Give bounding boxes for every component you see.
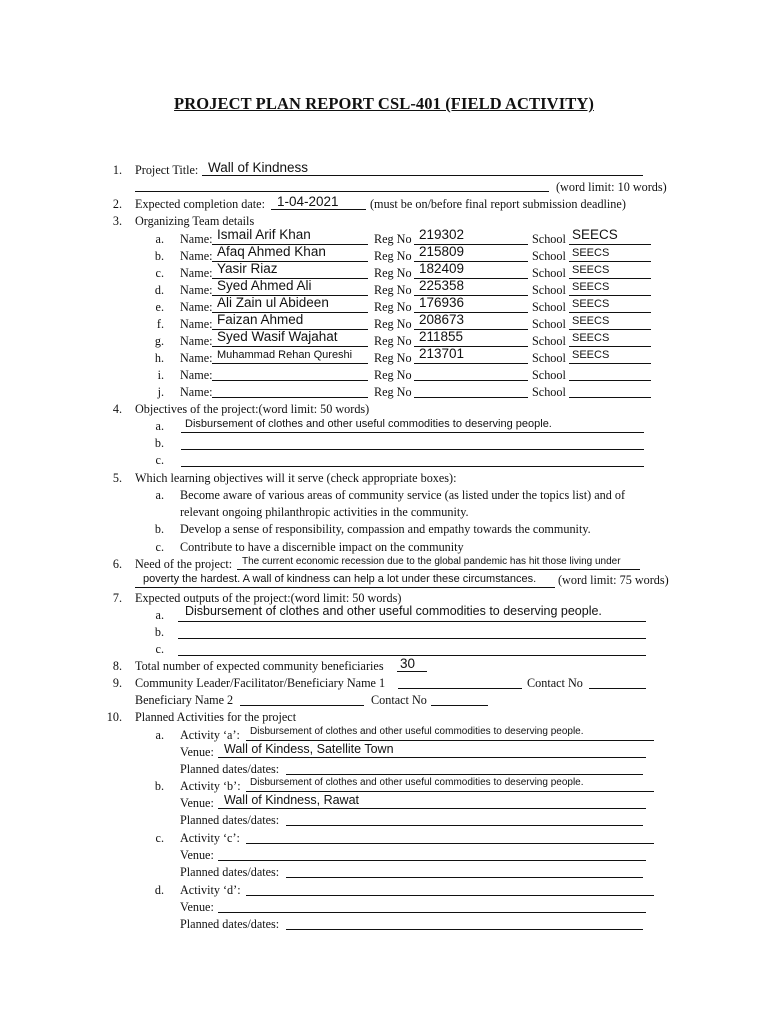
beneficiary-2-contact-underline[interactable] [431, 705, 488, 706]
activity-label: Activity ‘c’: [180, 831, 240, 845]
beneficiary-2-label: Beneficiary Name 2 [135, 693, 234, 707]
planned-dates-label: Planned dates/dates: [180, 917, 280, 931]
activity-letter: b. [154, 779, 164, 793]
member-reg-underline [414, 363, 528, 364]
venue-label: Venue: [180, 745, 214, 759]
member-letter: b. [154, 249, 164, 263]
member-school-label: School [532, 317, 566, 331]
activity-letter: c. [155, 831, 164, 845]
completion-date-note: (must be on/before final report submission deadline) [370, 197, 626, 211]
output-b-underline[interactable] [178, 638, 646, 639]
item-number-5: 5. [112, 471, 122, 485]
learning-heading: Which learning objectives will it serve (check appropriate boxes): [135, 471, 457, 485]
objective-a-underline [181, 432, 644, 433]
completion-date-underline [271, 209, 366, 210]
project-title-underline [202, 175, 643, 176]
member-school-underline [569, 380, 651, 381]
member-name-label: Name: [180, 351, 213, 365]
objectives-heading: Objectives of the project:(word limit: 50 words) [135, 402, 370, 416]
beneficiary-2-contact-label: Contact No [371, 693, 427, 707]
member-name-underline [212, 397, 368, 398]
member-reg-label: Reg No [374, 351, 412, 365]
member-letter: f. [156, 317, 164, 331]
leader-name-underline[interactable] [398, 688, 522, 689]
planned-dates-underline[interactable] [286, 929, 643, 930]
learning-c-letter: c. [155, 540, 164, 554]
leader-label: Community Leader/Facilitator/Beneficiary Name 1 [135, 676, 386, 690]
output-b-letter: b. [154, 625, 164, 639]
member-name-value[interactable]: Muhammad Rehan Qureshi [217, 349, 353, 361]
need-word-limit: (word limit: 75 words) [558, 573, 669, 587]
activity-underline[interactable] [246, 895, 654, 896]
member-school-underline [569, 244, 651, 245]
activity-label: Activity ‘d’: [180, 883, 241, 897]
venue-value[interactable]: Wall of Kindness, Rawat [224, 793, 360, 807]
venue-underline[interactable] [218, 808, 646, 809]
member-school-label: School [532, 300, 566, 314]
completion-date-value[interactable]: 1-04-2021 [277, 194, 339, 209]
item-number-10: 10. [106, 710, 122, 724]
member-name-label: Name: [180, 249, 213, 263]
member-school-value[interactable]: SEECS [572, 298, 610, 310]
item-number-6: 6. [112, 557, 122, 571]
objective-b-letter: b. [154, 436, 164, 450]
member-school-label: School [532, 283, 566, 297]
member-school-underline [569, 261, 651, 262]
leader-contact-underline[interactable] [589, 688, 646, 689]
member-name-label: Name: [180, 283, 213, 297]
member-school-label: School [532, 266, 566, 280]
member-school-underline [569, 329, 651, 330]
member-reg-value[interactable]: 182409 [419, 261, 465, 276]
member-name-label: Name: [180, 368, 213, 382]
member-reg-label: Reg No [374, 249, 412, 263]
member-letter: e. [155, 300, 164, 314]
venue-label: Venue: [180, 848, 214, 862]
member-reg-label: Reg No [374, 385, 412, 399]
member-letter: g. [154, 334, 164, 348]
output-a-underline [178, 621, 646, 622]
member-reg-label: Reg No [374, 317, 412, 331]
venue-value[interactable]: Wall of Kindess, Satellite Town [224, 742, 394, 756]
member-school-label: School [532, 249, 566, 263]
learning-b-letter: b. [154, 522, 164, 536]
activity-underline[interactable] [246, 740, 654, 741]
item-number-1: 1. [112, 163, 122, 177]
member-name-value[interactable]: Afaq Ahmed Khan [217, 244, 326, 259]
activity-underline[interactable] [246, 791, 654, 792]
member-school-value[interactable]: SEECS [572, 227, 618, 242]
member-school-value[interactable]: SEECS [572, 264, 610, 276]
objective-c-underline[interactable] [181, 466, 644, 467]
member-reg-underline [414, 397, 528, 398]
project-title-label: Project Title: [135, 163, 199, 177]
planned-dates-label: Planned dates/dates: [180, 762, 280, 776]
member-name-value[interactable]: Ismail Arif Khan [217, 227, 311, 242]
member-school-label: School [532, 232, 566, 246]
objective-c-letter: c. [155, 453, 164, 467]
team-heading: Organizing Team details [135, 214, 255, 228]
member-reg-label: Reg No [374, 232, 412, 246]
planned-dates-underline[interactable] [286, 774, 643, 775]
member-name-label: Name: [180, 266, 213, 280]
member-letter: i. [157, 368, 164, 382]
member-school-label: School [532, 385, 566, 399]
member-reg-label: Reg No [374, 334, 412, 348]
activity-label: Activity ‘a’: [180, 728, 240, 742]
member-reg-value[interactable]: 176936 [419, 295, 465, 310]
venue-label: Venue: [180, 796, 214, 810]
member-reg-value[interactable]: 208673 [419, 312, 465, 327]
member-school-label: School [532, 351, 566, 365]
member-school-label: School [532, 334, 566, 348]
output-a-value[interactable]: Disbursement of clothes and other useful commodities to deserving people. [185, 604, 602, 618]
output-c-letter: c. [155, 642, 164, 656]
member-reg-label: Reg No [374, 266, 412, 280]
activity-underline[interactable] [246, 843, 654, 844]
member-name-label: Name: [180, 232, 213, 246]
member-school-value[interactable]: SEECS [572, 332, 610, 344]
activity-value[interactable]: Disbursement of clothes and other useful commodities to deserving people. [250, 726, 584, 737]
beneficiary-2-underline[interactable] [240, 705, 364, 706]
member-reg-value[interactable]: 211855 [419, 329, 464, 344]
venue-label: Venue: [180, 900, 214, 914]
member-reg-underline [414, 380, 528, 381]
member-name-label: Name: [180, 317, 213, 331]
need-underline-1 [237, 569, 640, 570]
venue-underline[interactable] [218, 757, 646, 758]
member-name-label: Name: [180, 300, 213, 314]
project-title-underline-2 [135, 191, 549, 192]
member-name-label: Name: [180, 334, 213, 348]
activity-value[interactable]: Disbursement of clothes and other useful commodities to deserving people. [250, 777, 584, 788]
objective-a-value[interactable]: Disbursement of clothes and other useful commodities to deserving people. [185, 418, 552, 430]
planned-dates-underline[interactable] [286, 825, 643, 826]
item-number-3: 3. [112, 214, 122, 228]
planned-dates-underline[interactable] [286, 877, 643, 878]
beneficiaries-label: Total number of expected community beneficiaries [135, 659, 384, 673]
member-name-underline [212, 380, 368, 381]
learning-a-line1: Become aware of various areas of community service (as listed under the topics list) and of [180, 488, 626, 502]
member-name-underline [212, 346, 368, 347]
member-reg-label: Reg No [374, 300, 412, 314]
objective-b-underline[interactable] [181, 449, 644, 450]
need-line-2[interactable]: poverty the hardest. A wall of kindness can help a lot under these circumstances. [143, 573, 537, 585]
output-a-letter: a. [155, 608, 164, 622]
activity-label: Activity ‘b’: [180, 779, 241, 793]
learning-b-text: Develop a sense of responsibility, compassion and empathy towards the community. [180, 522, 591, 536]
learning-a-line2: relevant ongoing philanthropic activities in the community. [180, 505, 469, 519]
member-reg-label: Reg No [374, 283, 412, 297]
learning-a-letter: a. [155, 488, 164, 502]
beneficiaries-value[interactable]: 30 [400, 656, 416, 671]
member-letter: a. [155, 232, 164, 246]
member-school-underline [569, 295, 651, 296]
member-letter: h. [154, 351, 164, 365]
planned-dates-label: Planned dates/dates: [180, 813, 280, 827]
member-school-underline [569, 278, 651, 279]
member-reg-value[interactable]: 215809 [419, 244, 465, 259]
member-school-value[interactable]: SEECS [572, 247, 610, 259]
need-label: Need of the project: [135, 557, 233, 571]
member-name-value[interactable]: Faizan Ahmed [217, 312, 304, 327]
activities-heading: Planned Activities for the project [135, 710, 297, 724]
member-letter: j. [157, 385, 164, 399]
member-school-value[interactable]: SEECS [572, 281, 610, 293]
venue-underline[interactable] [218, 860, 646, 861]
member-reg-value[interactable]: 219302 [419, 227, 465, 242]
item-number-4: 4. [112, 402, 122, 416]
item-number-2: 2. [112, 197, 122, 211]
item-number-7: 7. [112, 591, 122, 605]
member-school-label: School [532, 368, 566, 382]
need-line-1[interactable]: The current economic recession due to the global pandemic has hit those living under [242, 556, 621, 567]
leader-contact-label: Contact No [527, 676, 583, 690]
venue-underline[interactable] [218, 912, 646, 913]
need-underline-2 [135, 587, 555, 588]
beneficiaries-underline [397, 671, 427, 672]
completion-date-label: Expected completion date: [135, 197, 265, 211]
project-title-value[interactable]: Wall of Kindness [208, 160, 309, 175]
member-name-value[interactable]: Ali Zain ul Abideen [217, 295, 329, 310]
member-reg-label: Reg No [374, 368, 412, 382]
member-letter: c. [155, 266, 164, 280]
activity-letter: d. [154, 883, 164, 897]
member-name-label: Name: [180, 385, 213, 399]
word-limit-note: (word limit: 10 words) [556, 180, 667, 194]
member-school-value[interactable]: SEECS [572, 349, 610, 361]
member-letter: d. [154, 283, 164, 297]
planned-dates-label: Planned dates/dates: [180, 865, 280, 879]
outputs-heading: Expected outputs of the project:(word limit: 50 words) [135, 591, 402, 605]
member-name-underline [212, 363, 368, 364]
member-school-underline [569, 312, 651, 313]
page-title: PROJECT PLAN REPORT CSL-401 (FIELD ACTIVITY) [174, 94, 594, 113]
item-number-8: 8. [112, 659, 122, 673]
item-number-9: 9. [112, 676, 122, 690]
member-name-value[interactable]: Syed Ahmed Ali [217, 278, 312, 293]
member-school-underline [569, 397, 651, 398]
learning-c-text: Contribute to have a discernible impact on the community [180, 540, 464, 554]
activity-letter: a. [155, 728, 164, 742]
member-name-value[interactable]: Syed Wasif Wajahat [217, 329, 338, 344]
member-school-underline [569, 363, 651, 364]
member-reg-value[interactable]: 213701 [419, 346, 465, 361]
member-reg-value[interactable]: 225358 [419, 278, 465, 293]
objective-a-letter: a. [155, 419, 164, 433]
member-school-underline [569, 346, 651, 347]
member-school-value[interactable]: SEECS [572, 315, 610, 327]
member-name-value[interactable]: Yasir Riaz [217, 261, 278, 276]
